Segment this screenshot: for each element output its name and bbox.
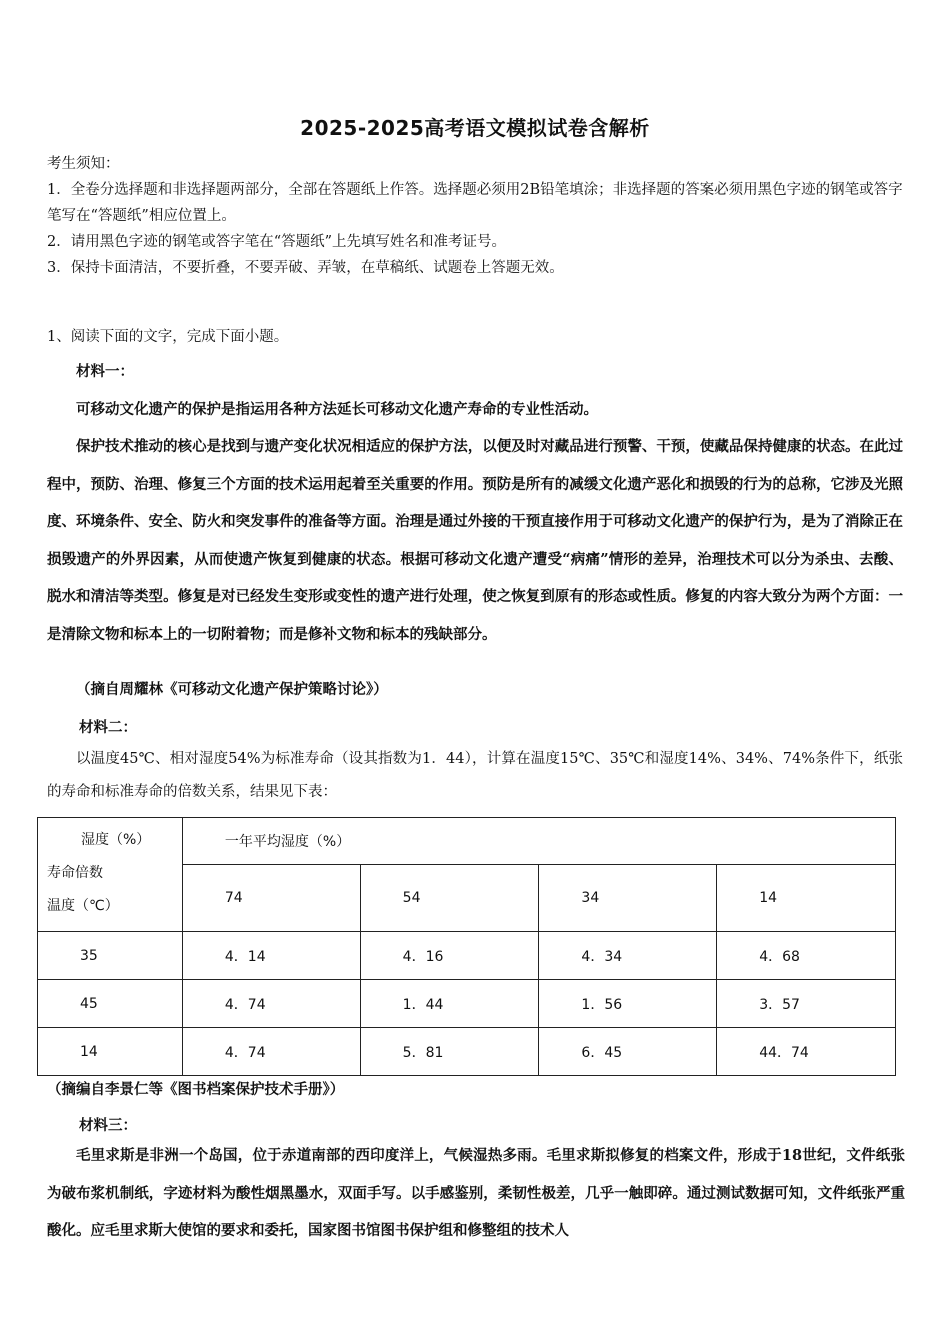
row-header: 14 xyxy=(38,1028,183,1076)
material-label: 材料三： xyxy=(79,1117,137,1134)
table-cell: 4．14 xyxy=(182,932,360,980)
table-group-header: 一年平均湿度（%） xyxy=(182,818,895,865)
material1-section xyxy=(47,353,903,653)
table-cell: 44．74 xyxy=(717,1028,896,1076)
corner-label: 湿度（%） xyxy=(81,832,151,848)
table-cell: 4．74 xyxy=(182,1028,360,1076)
table-corner-cell xyxy=(38,818,183,932)
page-title: 2025-2025高考语文模拟试卷含解析 xyxy=(300,116,650,140)
column-header: 74 xyxy=(182,865,360,932)
material-paragraph: 以温度45℃、相对湿度54%为标准寿命（设其指数为1．44），计算在温度15℃、35℃和湿度14%、34%、74%条件下，纸张的寿命和标准寿命的倍数关系，结果见下表： xyxy=(47,751,903,800)
table-cell: 4．74 xyxy=(182,980,360,1028)
notice-heading: 考生须知： xyxy=(47,156,120,172)
table-cell: 3．57 xyxy=(717,980,896,1028)
material-source: （摘自周耀林《可移动文化遗产保护策略讨论》） xyxy=(76,681,388,698)
table-cell: 5．81 xyxy=(360,1028,539,1076)
table-header-row xyxy=(38,818,896,865)
table-row xyxy=(38,932,896,980)
row-header: 45 xyxy=(38,980,183,1028)
question-prompt: 1、阅读下面的文字，完成下面小题。 xyxy=(47,329,289,345)
table-cell: 4．16 xyxy=(360,932,539,980)
table-cell: 1．44 xyxy=(360,980,539,1028)
material-source: （摘编自李景仁等《图书档案保护技术手册》） xyxy=(47,1081,345,1098)
table-cell: 6．45 xyxy=(539,1028,717,1076)
row-header: 35 xyxy=(38,932,183,980)
notice-item: 3．保持卡面清洁，不要折叠，不要弄破、弄皱，在草稿纸、试题卷上答题无效。 xyxy=(47,260,564,276)
material-paragraph: 毛里求斯是非洲一个岛国，位于赤道南部的西印度洋上，气候湿热多雨。毛里求斯拟修复的档案文件，形成于18世纪，文件纸张为破布浆机制纸，字迹材料为酸性烟黑墨水，双面手写。以手感鉴别，柔韧性极差，几乎一触即碎。通过测试数据可知，文件纸张严重酸化。应毛里求斯大使馆的要求和委托，国家图书馆图书保护组和修整组的技术人 xyxy=(47,1147,905,1239)
exam-notice xyxy=(47,151,907,281)
column-header: 34 xyxy=(539,865,717,932)
notice-item: 1．全卷分选择题和非选择题两部分，全部在答题纸上作答。选择题必须用2B铅笔填涂；非选择题的答案必须用黑色字迹的钢笔或答字笔写在“答题纸”相应位置上。 xyxy=(47,182,903,224)
material-label: 材料一： xyxy=(76,363,134,380)
material-paragraph: 可移动文化遗产的保护是指运用各种方法延长可移动文化遗产寿命的专业性活动。 xyxy=(76,400,598,418)
notice-item: 2．请用黑色字迹的钢笔或答字笔在“答题纸”上先填写姓名和准考证号。 xyxy=(47,234,507,250)
corner-label: 温度（℃） xyxy=(47,898,119,914)
table-row xyxy=(38,980,896,1028)
table-cell: 4．68 xyxy=(717,932,896,980)
material2-text xyxy=(47,743,903,809)
column-header: 54 xyxy=(360,865,539,932)
material-label: 材料二： xyxy=(79,719,137,736)
table-cell: 1．56 xyxy=(539,980,717,1028)
corner-label: 寿命倍数 xyxy=(47,865,103,881)
paper-lifespan-table xyxy=(37,817,896,1076)
material3-text xyxy=(47,1137,905,1250)
table-cell: 4．34 xyxy=(539,932,717,980)
column-header: 14 xyxy=(717,865,896,932)
material-paragraph: 保护技术推动的核心是找到与遗产变化状况相适应的保护方法，以便及时对藏品进行预警、干预，使藏品保持健康的状态。在此过程中，预防、治理、修复三个方面的技术运用起着至关重要的作用。预防是所有的减缓文化遗产恶化和损毁的行为的总称，它涉及光照度、环境条件、安全、防火和突发事件的准备等方面。治理是通过外接的干预直接作用于可移动文化遗产的保护行为，是为了消除正在损毁遗产的外界因素，从而使遗产恢复到健康的状态。根据可移动文化遗产遭受“病痛”情形的差异，治理技术可以分为杀虫、去酸、脱水和清洁等类型。修复是对已经发生变形或变性的遗产进行处理，使之恢复到原有的形态或性质。修复的内容大致分为两个方面：一是清除文物和标本上的一切附着物；而是修补文物和标本的残缺部分。 xyxy=(47,438,903,643)
table-row xyxy=(38,1028,896,1076)
